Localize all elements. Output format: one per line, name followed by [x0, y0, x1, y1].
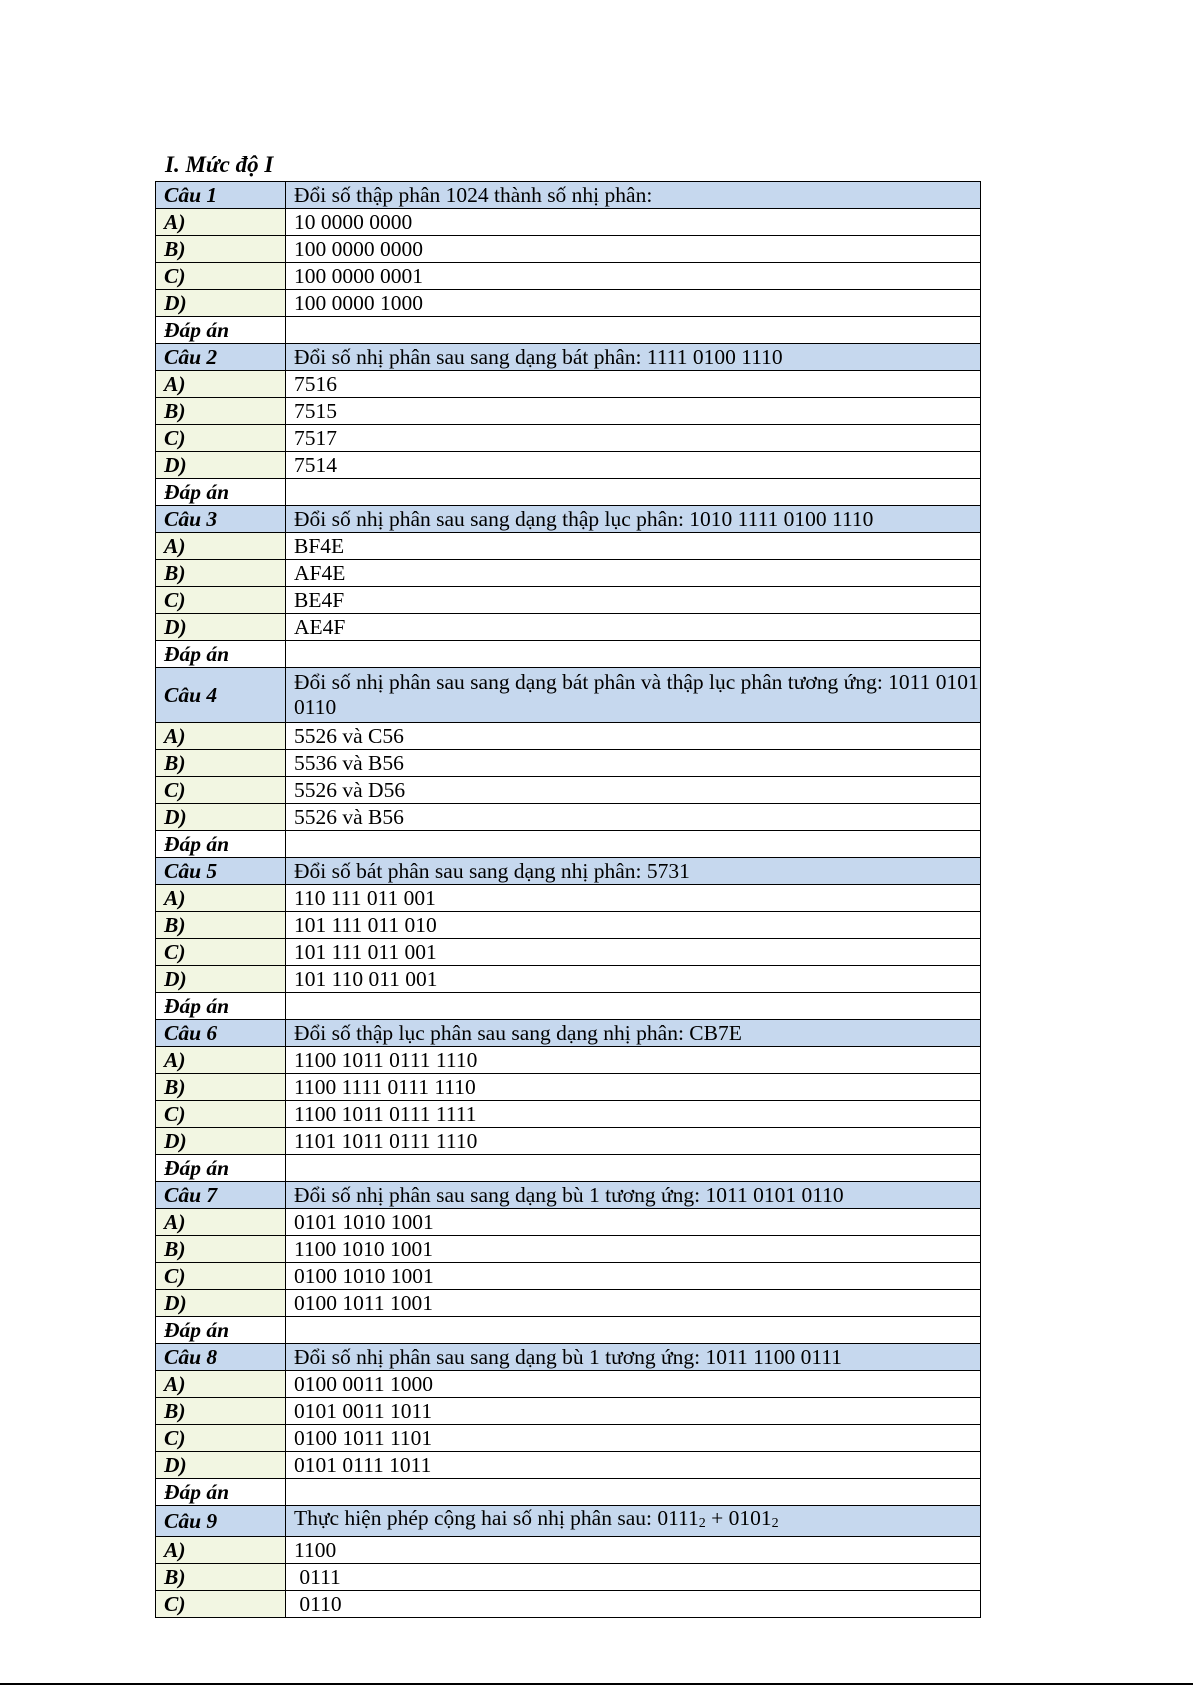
- answer-key-label: Đáp án: [156, 993, 286, 1020]
- option-row: [156, 1371, 981, 1398]
- option-text: 0101 1010 1001: [286, 1209, 981, 1236]
- answer-key-row: [156, 479, 981, 506]
- option-label: D): [156, 614, 286, 641]
- option-text: 1100 1010 1001: [286, 1236, 981, 1263]
- option-row: [156, 885, 981, 912]
- option-text: 1100 1011 0111 1111: [286, 1101, 981, 1128]
- option-label: B): [156, 398, 286, 425]
- option-row: [156, 1398, 981, 1425]
- option-row: [156, 804, 981, 831]
- option-text: 110 111 011 001: [286, 885, 981, 912]
- option-label: A): [156, 723, 286, 750]
- option-text: 1100 1111 0111 1110: [286, 1074, 981, 1101]
- option-row: [156, 1209, 981, 1236]
- option-row: [156, 966, 981, 993]
- option-label: C): [156, 425, 286, 452]
- option-label: D): [156, 804, 286, 831]
- question-label: Câu 9: [156, 1506, 286, 1537]
- option-label: A): [156, 1209, 286, 1236]
- option-row: [156, 209, 981, 236]
- question-row: [156, 668, 981, 723]
- option-text: AE4F: [286, 614, 981, 641]
- answer-key-value: [286, 317, 981, 344]
- option-row: [156, 1591, 981, 1618]
- option-label: D): [156, 1452, 286, 1479]
- option-label: C): [156, 263, 286, 290]
- option-text: 7514: [286, 452, 981, 479]
- answer-key-label: Đáp án: [156, 317, 286, 344]
- option-text: 7517: [286, 425, 981, 452]
- option-row: [156, 398, 981, 425]
- option-text: 0110: [286, 1591, 981, 1618]
- option-text: 0101 0111 1011: [286, 1452, 981, 1479]
- quiz-table-body: [156, 182, 981, 1618]
- option-row: [156, 777, 981, 804]
- option-label: D): [156, 290, 286, 317]
- option-label: D): [156, 1128, 286, 1155]
- option-row: [156, 587, 981, 614]
- answer-key-value: [286, 479, 981, 506]
- question-row: [156, 1020, 981, 1047]
- option-label: A): [156, 1537, 286, 1564]
- option-label: B): [156, 912, 286, 939]
- question-label: Câu 7: [156, 1182, 286, 1209]
- option-row: [156, 371, 981, 398]
- option-label: D): [156, 452, 286, 479]
- option-text: 1100 1011 0111 1110: [286, 1047, 981, 1074]
- answer-key-value: [286, 1479, 981, 1506]
- option-row: [156, 1128, 981, 1155]
- answer-key-value: [286, 831, 981, 858]
- operand-1-base: 2: [698, 1516, 706, 1531]
- question-text: Đổi số bát phân sau sang dạng nhị phân: 5731: [286, 858, 981, 885]
- option-row: [156, 1263, 981, 1290]
- question-label: Câu 2: [156, 344, 286, 371]
- option-row: [156, 236, 981, 263]
- option-label: C): [156, 1263, 286, 1290]
- option-row: [156, 425, 981, 452]
- option-label: C): [156, 777, 286, 804]
- option-row: [156, 614, 981, 641]
- answer-key-value: [286, 641, 981, 668]
- option-row: [156, 452, 981, 479]
- operand-1: 0111: [657, 1506, 699, 1530]
- option-row: [156, 723, 981, 750]
- option-row: [156, 939, 981, 966]
- question-text: Đổi số nhị phân sau sang dạng thập lục phân: 1010 1111 0100 1110: [286, 506, 981, 533]
- option-row: [156, 1537, 981, 1564]
- option-label: B): [156, 1236, 286, 1263]
- question-row: [156, 506, 981, 533]
- question-text: [286, 1506, 981, 1537]
- option-row: [156, 1101, 981, 1128]
- option-text: 0100 1011 1001: [286, 1290, 981, 1317]
- answer-key-label: Đáp án: [156, 1317, 286, 1344]
- option-label: C): [156, 1425, 286, 1452]
- option-text: 101 110 011 001: [286, 966, 981, 993]
- answer-key-row: [156, 1317, 981, 1344]
- option-text: 5526 và D56: [286, 777, 981, 804]
- option-text: 5526 và C56: [286, 723, 981, 750]
- option-row: [156, 560, 981, 587]
- option-row: [156, 1236, 981, 1263]
- option-label: D): [156, 1290, 286, 1317]
- answer-key-value: [286, 1317, 981, 1344]
- option-label: A): [156, 885, 286, 912]
- option-label: B): [156, 560, 286, 587]
- answer-key-row: [156, 1479, 981, 1506]
- option-text: 10 0000 0000: [286, 209, 981, 236]
- option-text: 1101 1011 0111 1110: [286, 1128, 981, 1155]
- option-label: A): [156, 209, 286, 236]
- option-row: [156, 1290, 981, 1317]
- option-text: 5526 và B56: [286, 804, 981, 831]
- option-label: A): [156, 371, 286, 398]
- option-row: [156, 263, 981, 290]
- option-label: C): [156, 1591, 286, 1618]
- option-text: 7516: [286, 371, 981, 398]
- answer-key-label: Đáp án: [156, 641, 286, 668]
- quiz-table: [155, 181, 981, 1618]
- question-text: Đổi số nhị phân sau sang dạng bù 1 tương ứng: 1011 0101 0110: [286, 1182, 981, 1209]
- option-row: [156, 750, 981, 777]
- answer-key-label: Đáp án: [156, 479, 286, 506]
- option-text: 101 111 011 001: [286, 939, 981, 966]
- question-label: Câu 8: [156, 1344, 286, 1371]
- question-label: Câu 4: [156, 668, 286, 723]
- answer-key-row: [156, 317, 981, 344]
- option-row: [156, 1425, 981, 1452]
- operand-2: 0101: [728, 1506, 772, 1530]
- option-label: A): [156, 1371, 286, 1398]
- question-row: [156, 344, 981, 371]
- question-row: [156, 1506, 981, 1537]
- option-text: 100 0000 0001: [286, 263, 981, 290]
- option-label: B): [156, 750, 286, 777]
- question-text: Đổi số nhị phân sau sang dạng bát phân: 1111 0100 1110: [286, 344, 981, 371]
- answer-key-label: Đáp án: [156, 1155, 286, 1182]
- option-text: AF4E: [286, 560, 981, 587]
- answer-key-value: [286, 1155, 981, 1182]
- option-text: 5536 và B56: [286, 750, 981, 777]
- answer-key-row: [156, 993, 981, 1020]
- answer-key-row: [156, 641, 981, 668]
- operand-2-base: 2: [771, 1516, 779, 1531]
- option-text: 0111: [286, 1564, 981, 1591]
- answer-key-label: Đáp án: [156, 831, 286, 858]
- question-text: Đổi số nhị phân sau sang dạng bát phân và thập lục phân tương ứng: 1011 0101 0110: [286, 668, 981, 723]
- option-text: 0101 0011 1011: [286, 1398, 981, 1425]
- option-text: 7515: [286, 398, 981, 425]
- option-row: [156, 912, 981, 939]
- question-row: [156, 1182, 981, 1209]
- option-label: B): [156, 1074, 286, 1101]
- option-row: [156, 533, 981, 560]
- question-label: Câu 3: [156, 506, 286, 533]
- option-text: 1100: [286, 1537, 981, 1564]
- option-row: [156, 290, 981, 317]
- option-label: B): [156, 1398, 286, 1425]
- operator: +: [705, 1506, 729, 1530]
- question-row: [156, 1344, 981, 1371]
- option-text: 0100 0011 1000: [286, 1371, 981, 1398]
- option-text: BE4F: [286, 587, 981, 614]
- option-label: C): [156, 587, 286, 614]
- question-row: [156, 182, 981, 209]
- answer-key-value: [286, 993, 981, 1020]
- section-title: I. Mức độ I: [165, 152, 274, 177]
- option-text: 0100 1011 1101: [286, 1425, 981, 1452]
- option-row: [156, 1074, 981, 1101]
- option-label: B): [156, 1564, 286, 1591]
- answer-key-label: Đáp án: [156, 1479, 286, 1506]
- question-row: [156, 858, 981, 885]
- option-row: [156, 1047, 981, 1074]
- option-label: A): [156, 1047, 286, 1074]
- question-text: Đổi số thập phân 1024 thành số nhị phân:: [286, 182, 981, 209]
- question-label: Câu 6: [156, 1020, 286, 1047]
- question-text-prefix: Thực hiện phép cộng hai số nhị phân sau:: [294, 1506, 658, 1530]
- answer-key-row: [156, 1155, 981, 1182]
- option-label: C): [156, 1101, 286, 1128]
- option-label: C): [156, 939, 286, 966]
- option-label: B): [156, 236, 286, 263]
- option-label: D): [156, 966, 286, 993]
- question-text: Đổi số nhị phân sau sang dạng bù 1 tương ứng: 1011 1100 0111: [286, 1344, 981, 1371]
- option-text: BF4E: [286, 533, 981, 560]
- question-label: Câu 5: [156, 858, 286, 885]
- option-text: 100 0000 1000: [286, 290, 981, 317]
- option-text: 101 111 011 010: [286, 912, 981, 939]
- option-row: [156, 1564, 981, 1591]
- option-text: 100 0000 0000: [286, 236, 981, 263]
- option-text: 0100 1010 1001: [286, 1263, 981, 1290]
- question-label: Câu 1: [156, 182, 286, 209]
- question-text: Đổi số thập lục phân sau sang dạng nhị phân: CB7E: [286, 1020, 981, 1047]
- option-label: A): [156, 533, 286, 560]
- option-row: [156, 1452, 981, 1479]
- answer-key-row: [156, 831, 981, 858]
